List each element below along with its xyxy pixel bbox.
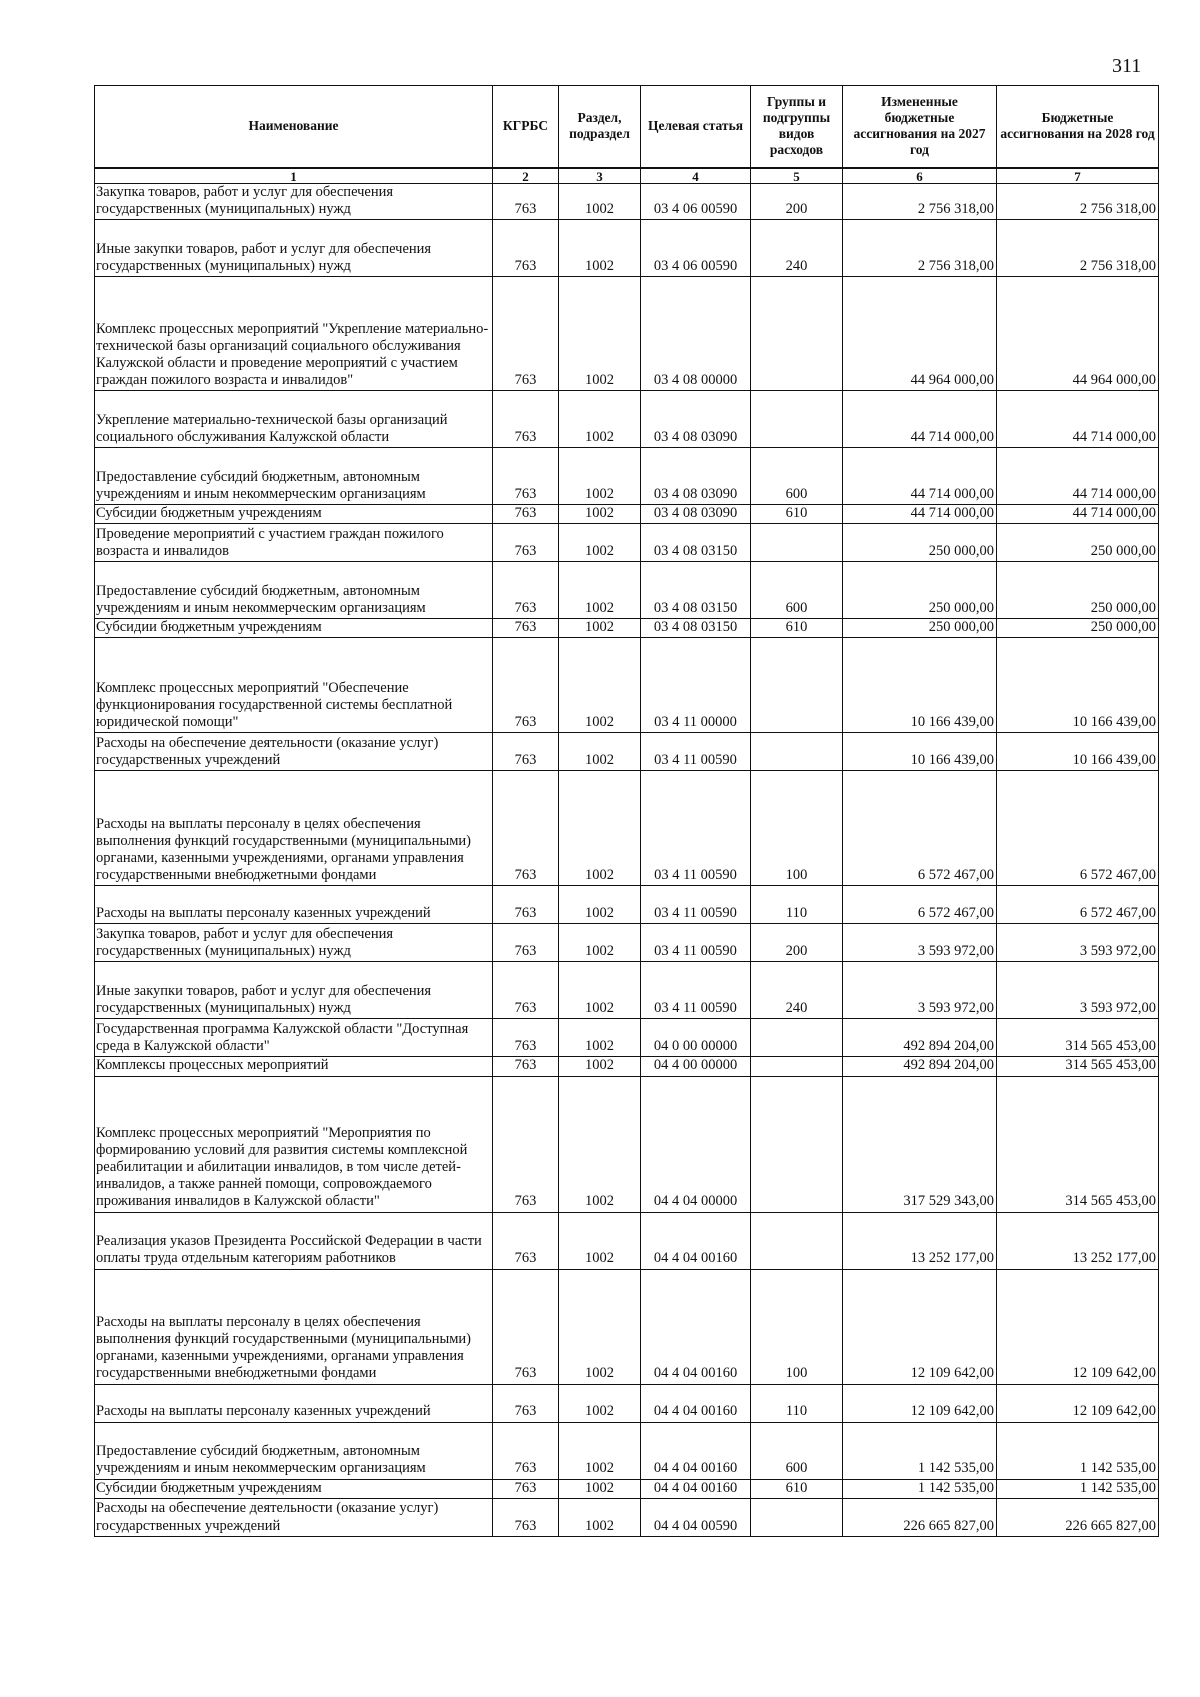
header-2027: Измененные бюджетные ассигнования на 2027 год: [843, 86, 997, 169]
row-amount-2028: 1 142 535,00: [997, 1422, 1159, 1479]
page-number: 311: [1112, 55, 1142, 77]
header-row: [95, 86, 1159, 169]
table-row: [95, 886, 1159, 924]
row-name: Расходы на выплаты персоналу в целях обеспечения выполнения функций государственными (муниципальными) органами, казенными учреждениями, органами управления государственными внебюджетными фондами: [95, 1269, 493, 1384]
row-kgrbs: 763: [493, 1076, 559, 1212]
row-kgrbs: 763: [493, 962, 559, 1019]
row-kgrbs: 763: [493, 638, 559, 733]
row-amount-2027: 6 572 467,00: [843, 886, 997, 924]
row-section: 1002: [559, 962, 641, 1019]
row-target-article: 04 4 04 00160: [641, 1269, 751, 1384]
row-amount-2027: 1 142 535,00: [843, 1422, 997, 1479]
row-section: 1002: [559, 1479, 641, 1498]
row-amount-2028: 250 000,00: [997, 562, 1159, 619]
row-target-article: 04 4 00 00000: [641, 1057, 751, 1076]
header-2028: Бюджетные ассигнования на 2028 год: [997, 86, 1159, 169]
row-name: Закупка товаров, работ и услуг для обеспечения государственных (муниципальных) нужд: [95, 924, 493, 962]
row-amount-2027: 226 665 827,00: [843, 1498, 997, 1536]
table-row: [95, 1057, 1159, 1076]
row-kgrbs: 763: [493, 1384, 559, 1422]
row-expense-type: [751, 524, 843, 562]
row-kgrbs: 763: [493, 562, 559, 619]
row-section: 1002: [559, 924, 641, 962]
row-amount-2028: 13 252 177,00: [997, 1212, 1159, 1269]
row-target-article: 04 4 04 00160: [641, 1479, 751, 1498]
column-number: 3: [559, 168, 641, 184]
row-name: Комплекс процессных мероприятий "Укрепление материально-технической базы организаций социального обслуживания Калужской области и проведение мероприятий с участием граждан пожилого возраста и инвалидов": [95, 277, 493, 391]
row-amount-2027: 250 000,00: [843, 619, 997, 638]
row-name: Комплекс процессных мероприятий "Обеспечение функционирования государственной системы бесплатной юридической помощи": [95, 638, 493, 733]
row-amount-2028: 314 565 453,00: [997, 1076, 1159, 1212]
row-name: Комплекс процессных мероприятий "Мероприятия по формированию условий для развития системы комплексной реабилитации и абилитации инвалидов, в том числе детей-инвалидов, а также ранней помощи, сопровождаемого проживания инвалидов в Калужской области": [95, 1076, 493, 1212]
row-amount-2028: 12 109 642,00: [997, 1269, 1159, 1384]
row-section: 1002: [559, 619, 641, 638]
row-name: Предоставление субсидий бюджетным, автономным учреждениям и иным некоммерческим организациям: [95, 448, 493, 505]
row-section: 1002: [559, 391, 641, 448]
row-amount-2027: 1 142 535,00: [843, 1479, 997, 1498]
row-amount-2028: 12 109 642,00: [997, 1384, 1159, 1422]
row-kgrbs: 763: [493, 1057, 559, 1076]
row-target-article: 03 4 08 00000: [641, 277, 751, 391]
row-expense-type: 610: [751, 1479, 843, 1498]
row-amount-2028: 3 593 972,00: [997, 962, 1159, 1019]
row-amount-2028: 10 166 439,00: [997, 733, 1159, 771]
row-expense-type: 110: [751, 886, 843, 924]
row-kgrbs: 763: [493, 277, 559, 391]
row-amount-2028: 314 565 453,00: [997, 1019, 1159, 1057]
row-target-article: 04 0 00 00000: [641, 1019, 751, 1057]
row-kgrbs: 763: [493, 1422, 559, 1479]
row-kgrbs: 763: [493, 220, 559, 277]
row-section: 1002: [559, 505, 641, 524]
row-target-article: 04 4 04 00160: [641, 1422, 751, 1479]
row-expense-type: 100: [751, 1269, 843, 1384]
table-row: [95, 220, 1159, 277]
row-expense-type: [751, 1076, 843, 1212]
row-amount-2028: 250 000,00: [997, 524, 1159, 562]
row-section: 1002: [559, 524, 641, 562]
row-amount-2027: 13 252 177,00: [843, 1212, 997, 1269]
table-row: [95, 638, 1159, 733]
row-amount-2028: 6 572 467,00: [997, 771, 1159, 886]
row-amount-2027: 492 894 204,00: [843, 1019, 997, 1057]
row-kgrbs: 763: [493, 448, 559, 505]
row-kgrbs: 763: [493, 184, 559, 220]
row-kgrbs: 763: [493, 924, 559, 962]
row-name: Комплексы процессных мероприятий: [95, 1057, 493, 1076]
row-section: 1002: [559, 1076, 641, 1212]
row-amount-2027: 3 593 972,00: [843, 962, 997, 1019]
row-amount-2028: 44 714 000,00: [997, 391, 1159, 448]
table-row: [95, 1019, 1159, 1057]
row-amount-2028: 2 756 318,00: [997, 220, 1159, 277]
row-amount-2028: 44 714 000,00: [997, 505, 1159, 524]
row-amount-2028: 314 565 453,00: [997, 1057, 1159, 1076]
table-row: [95, 1422, 1159, 1479]
row-target-article: 04 4 04 00160: [641, 1384, 751, 1422]
row-amount-2028: 44 714 000,00: [997, 448, 1159, 505]
row-kgrbs: 763: [493, 1019, 559, 1057]
row-section: 1002: [559, 1384, 641, 1422]
row-name: Иные закупки товаров, работ и услуг для обеспечения государственных (муниципальных) нужд: [95, 220, 493, 277]
row-section: 1002: [559, 771, 641, 886]
column-number: 4: [641, 168, 751, 184]
row-name: Субсидии бюджетным учреждениям: [95, 505, 493, 524]
row-name: Проведение мероприятий с участием граждан пожилого возраста и инвалидов: [95, 524, 493, 562]
table-row: [95, 562, 1159, 619]
table-row: [95, 524, 1159, 562]
row-name: Субсидии бюджетным учреждениям: [95, 619, 493, 638]
row-section: 1002: [559, 220, 641, 277]
table-row: [95, 1212, 1159, 1269]
row-expense-type: [751, 391, 843, 448]
row-target-article: 03 4 08 03090: [641, 448, 751, 505]
row-amount-2027: 6 572 467,00: [843, 771, 997, 886]
row-target-article: 03 4 11 00000: [641, 638, 751, 733]
header-target-article: Целевая статья: [641, 86, 751, 169]
row-amount-2028: 44 964 000,00: [997, 277, 1159, 391]
budget-table: [94, 85, 1159, 1537]
row-expense-type: [751, 1019, 843, 1057]
table-row: [95, 1479, 1159, 1498]
row-name: Расходы на выплаты персоналу казенных учреждений: [95, 886, 493, 924]
row-amount-2027: 12 109 642,00: [843, 1384, 997, 1422]
row-section: 1002: [559, 638, 641, 733]
table-row: [95, 771, 1159, 886]
row-expense-type: 200: [751, 184, 843, 220]
row-target-article: 04 4 04 00000: [641, 1076, 751, 1212]
row-target-article: 03 4 06 00590: [641, 220, 751, 277]
row-target-article: 03 4 08 03150: [641, 524, 751, 562]
row-section: 1002: [559, 1212, 641, 1269]
row-kgrbs: 763: [493, 391, 559, 448]
header-expense-type: Группы и подгруппы видов расходов: [751, 86, 843, 169]
table-row: [95, 733, 1159, 771]
row-expense-type: 610: [751, 619, 843, 638]
row-kgrbs: 763: [493, 524, 559, 562]
row-amount-2027: 250 000,00: [843, 562, 997, 619]
table-row: [95, 184, 1159, 220]
header-section: Раздел, подраздел: [559, 86, 641, 169]
table-row: [95, 277, 1159, 391]
row-section: 1002: [559, 1498, 641, 1536]
row-kgrbs: 763: [493, 771, 559, 886]
row-expense-type: 110: [751, 1384, 843, 1422]
row-expense-type: 600: [751, 562, 843, 619]
row-target-article: 03 4 11 00590: [641, 924, 751, 962]
row-amount-2028: 6 572 467,00: [997, 886, 1159, 924]
column-number: 7: [997, 168, 1159, 184]
row-kgrbs: 763: [493, 505, 559, 524]
table-row: [95, 448, 1159, 505]
row-target-article: 03 4 11 00590: [641, 886, 751, 924]
row-section: 1002: [559, 448, 641, 505]
row-section: 1002: [559, 277, 641, 391]
row-expense-type: [751, 277, 843, 391]
row-section: 1002: [559, 733, 641, 771]
row-amount-2028: 250 000,00: [997, 619, 1159, 638]
row-section: 1002: [559, 562, 641, 619]
row-name: Государственная программа Калужской области "Доступная среда в Калужской области": [95, 1019, 493, 1057]
row-amount-2028: 3 593 972,00: [997, 924, 1159, 962]
table-row: [95, 924, 1159, 962]
row-amount-2028: 10 166 439,00: [997, 638, 1159, 733]
table-row: [95, 1384, 1159, 1422]
row-amount-2028: 1 142 535,00: [997, 1479, 1159, 1498]
row-kgrbs: 763: [493, 733, 559, 771]
column-number-row: [95, 168, 1159, 184]
row-expense-type: 600: [751, 1422, 843, 1479]
header-name: Наименование: [95, 86, 493, 169]
row-amount-2027: 44 714 000,00: [843, 505, 997, 524]
row-expense-type: 200: [751, 924, 843, 962]
table-row: [95, 619, 1159, 638]
row-kgrbs: 763: [493, 1269, 559, 1384]
row-kgrbs: 763: [493, 619, 559, 638]
row-kgrbs: 763: [493, 886, 559, 924]
row-target-article: 03 4 11 00590: [641, 771, 751, 886]
row-expense-type: 240: [751, 220, 843, 277]
row-amount-2027: 44 714 000,00: [843, 448, 997, 505]
row-name: Укрепление материально-технической базы организаций социального обслуживания Калужской области: [95, 391, 493, 448]
table-row: [95, 1076, 1159, 1212]
row-amount-2028: 2 756 318,00: [997, 184, 1159, 220]
table-body: [95, 184, 1159, 1537]
row-amount-2027: 44 714 000,00: [843, 391, 997, 448]
table-row: [95, 1269, 1159, 1384]
row-name: Субсидии бюджетным учреждениям: [95, 1479, 493, 1498]
row-section: 1002: [559, 1422, 641, 1479]
row-kgrbs: 763: [493, 1479, 559, 1498]
row-expense-type: 240: [751, 962, 843, 1019]
row-expense-type: [751, 1212, 843, 1269]
table-row: [95, 505, 1159, 524]
row-target-article: 03 4 08 03090: [641, 505, 751, 524]
row-target-article: 03 4 11 00590: [641, 962, 751, 1019]
row-amount-2027: 317 529 343,00: [843, 1076, 997, 1212]
row-name: Расходы на выплаты персоналу казенных учреждений: [95, 1384, 493, 1422]
row-section: 1002: [559, 886, 641, 924]
row-name: Закупка товаров, работ и услуг для обеспечения государственных (муниципальных) нужд: [95, 184, 493, 220]
row-name: Предоставление субсидий бюджетным, автономным учреждениям и иным некоммерческим организациям: [95, 562, 493, 619]
row-kgrbs: 763: [493, 1212, 559, 1269]
row-expense-type: [751, 733, 843, 771]
row-amount-2027: 10 166 439,00: [843, 733, 997, 771]
row-amount-2027: 2 756 318,00: [843, 220, 997, 277]
table-row: [95, 391, 1159, 448]
column-number: 2: [493, 168, 559, 184]
row-target-article: 03 4 08 03150: [641, 619, 751, 638]
row-expense-type: 100: [751, 771, 843, 886]
table-row: [95, 962, 1159, 1019]
row-amount-2027: 44 964 000,00: [843, 277, 997, 391]
row-name: Расходы на выплаты персоналу в целях обеспечения выполнения функций государственными (муниципальными) органами, казенными учреждениями, органами управления государственными внебюджетными фондами: [95, 771, 493, 886]
row-amount-2028: 226 665 827,00: [997, 1498, 1159, 1536]
row-amount-2027: 10 166 439,00: [843, 638, 997, 733]
row-name: Реализация указов Президента Российской Федерации в части оплаты труда отдельным категориям работников: [95, 1212, 493, 1269]
row-target-article: 03 4 08 03090: [641, 391, 751, 448]
row-section: 1002: [559, 184, 641, 220]
row-section: 1002: [559, 1057, 641, 1076]
table-row: [95, 1498, 1159, 1536]
row-name: Расходы на обеспечение деятельности (оказание услуг) государственных учреждений: [95, 1498, 493, 1536]
row-section: 1002: [559, 1019, 641, 1057]
column-number: 5: [751, 168, 843, 184]
row-expense-type: [751, 1057, 843, 1076]
row-target-article: 03 4 08 03150: [641, 562, 751, 619]
row-target-article: 04 4 04 00590: [641, 1498, 751, 1536]
row-amount-2027: 12 109 642,00: [843, 1269, 997, 1384]
row-section: 1002: [559, 1269, 641, 1384]
row-amount-2027: 492 894 204,00: [843, 1057, 997, 1076]
row-amount-2027: 2 756 318,00: [843, 184, 997, 220]
row-expense-type: 610: [751, 505, 843, 524]
row-target-article: 03 4 06 00590: [641, 184, 751, 220]
row-kgrbs: 763: [493, 1498, 559, 1536]
column-number: 6: [843, 168, 997, 184]
row-name: Иные закупки товаров, работ и услуг для обеспечения государственных (муниципальных) нужд: [95, 962, 493, 1019]
row-target-article: 03 4 11 00590: [641, 733, 751, 771]
row-expense-type: [751, 638, 843, 733]
row-amount-2027: 250 000,00: [843, 524, 997, 562]
row-name: Расходы на обеспечение деятельности (оказание услуг) государственных учреждений: [95, 733, 493, 771]
column-number: 1: [95, 168, 493, 184]
row-target-article: 04 4 04 00160: [641, 1212, 751, 1269]
row-expense-type: 600: [751, 448, 843, 505]
header-kgrbs: КГРБС: [493, 86, 559, 169]
row-amount-2027: 3 593 972,00: [843, 924, 997, 962]
row-name: Предоставление субсидий бюджетным, автономным учреждениям и иным некоммерческим организациям: [95, 1422, 493, 1479]
row-expense-type: [751, 1498, 843, 1536]
